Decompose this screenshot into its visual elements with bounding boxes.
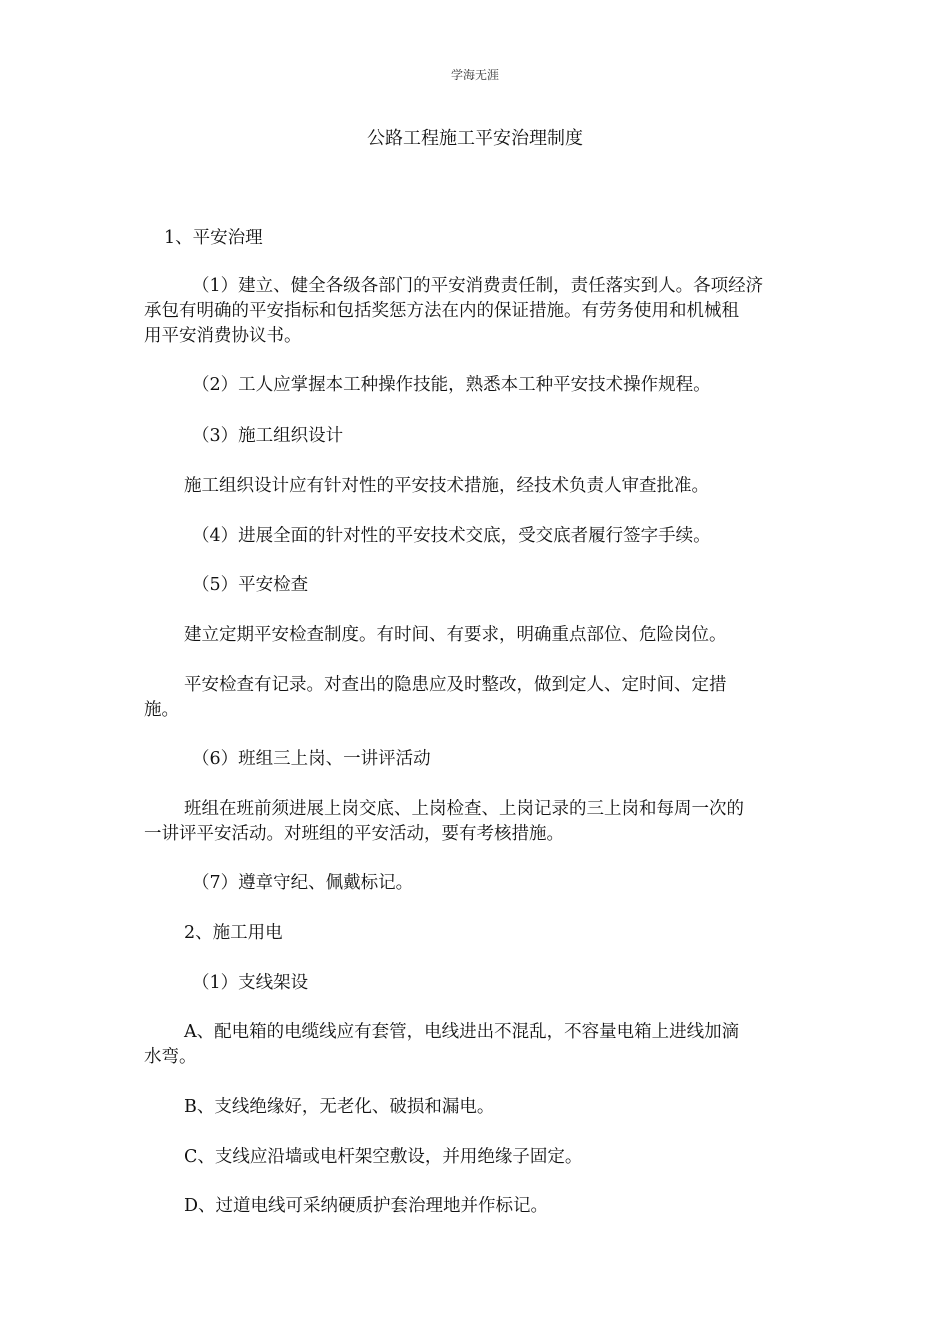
paragraph-1-6 xyxy=(144,747,852,772)
text-line: （2）工人应掌握本工种操作技能，熟悉本工种平安技术操作规程。 xyxy=(192,375,711,395)
paragraph-1-6-body xyxy=(144,797,804,847)
text-line: 平安检查有记录。对查出的隐患应及时整改，做到定人、定时间、定措 xyxy=(184,675,727,695)
document-title: 公路工程施工平安治理制度 xyxy=(367,128,583,149)
text-line: （1）支线架设 xyxy=(192,973,309,993)
text-line: 水弯。 xyxy=(144,1047,197,1067)
paragraph-1-4 xyxy=(144,524,852,549)
paragraph-1-5 xyxy=(144,573,852,598)
section-heading-2 xyxy=(144,921,844,946)
text-line: （7）遵章守纪、佩戴标记。 xyxy=(192,873,414,893)
text-line: 施工组织设计应有针对性的平安技术措施，经技术负责人审查批准。 xyxy=(184,476,709,496)
paragraph-2-1 xyxy=(144,971,852,996)
text-line: 一讲评平安活动。对班组的平安活动，要有考核措施。 xyxy=(144,824,564,844)
paragraph-1-2 xyxy=(144,373,852,398)
paragraph-2-1-c xyxy=(144,1145,844,1170)
paragraph-1-5-body-b xyxy=(144,673,804,723)
paragraph-2-1-a xyxy=(144,1020,804,1070)
text-line: C、支线应沿墙或电杆架空敷设，并用绝缘子固定。 xyxy=(184,1147,583,1167)
paragraph-1-3-body xyxy=(144,474,844,499)
running-header: 学海无涯 xyxy=(450,68,499,82)
paragraph-1-3 xyxy=(144,424,852,449)
text-line: 1、平安治理 xyxy=(164,228,263,248)
text-line: （5）平安检查 xyxy=(192,575,309,595)
paragraph-2-1-d xyxy=(144,1194,844,1219)
section-heading-1 xyxy=(144,226,824,251)
text-line: 施。 xyxy=(144,700,179,720)
text-line: （4）进展全面的针对性的平安技术交底，受交底者履行签字手续。 xyxy=(192,526,711,546)
text-line: 承包有明确的平安指标和包括奖惩方法在内的保证措施。有劳务使用和机械租 xyxy=(144,301,739,321)
paragraph-1-1 xyxy=(144,274,804,349)
text-line: （1）建立、健全各级各部门的平安消费责任制，责任落实到人。各项经济 xyxy=(192,276,764,296)
text-line: A、配电箱的电缆线应有套管，电线进出不混乱，不容量电箱上进线加滴 xyxy=(184,1022,740,1042)
text-line: （6）班组三上岗、一讲评活动 xyxy=(192,749,431,769)
paragraph-2-1-b xyxy=(144,1095,844,1120)
paragraph-1-5-body-a xyxy=(144,623,844,648)
text-line: 建立定期平安检查制度。有时间、有要求，明确重点部位、危险岗位。 xyxy=(184,625,727,645)
text-line: D、过道电线可采纳硬质护套治理地并作标记。 xyxy=(184,1196,549,1216)
text-line: 用平安消费协议书。 xyxy=(144,326,302,346)
text-line: 2、施工用电 xyxy=(184,923,283,943)
paragraph-1-7 xyxy=(144,871,852,896)
text-line: 班组在班前须进展上岗交底、上岗检查、上岗记录的三上岗和每周一次的 xyxy=(184,799,744,819)
text-line: B、支线绝缘好，无老化、破损和漏电。 xyxy=(184,1097,495,1117)
text-line: （3）施工组织设计 xyxy=(192,426,344,446)
